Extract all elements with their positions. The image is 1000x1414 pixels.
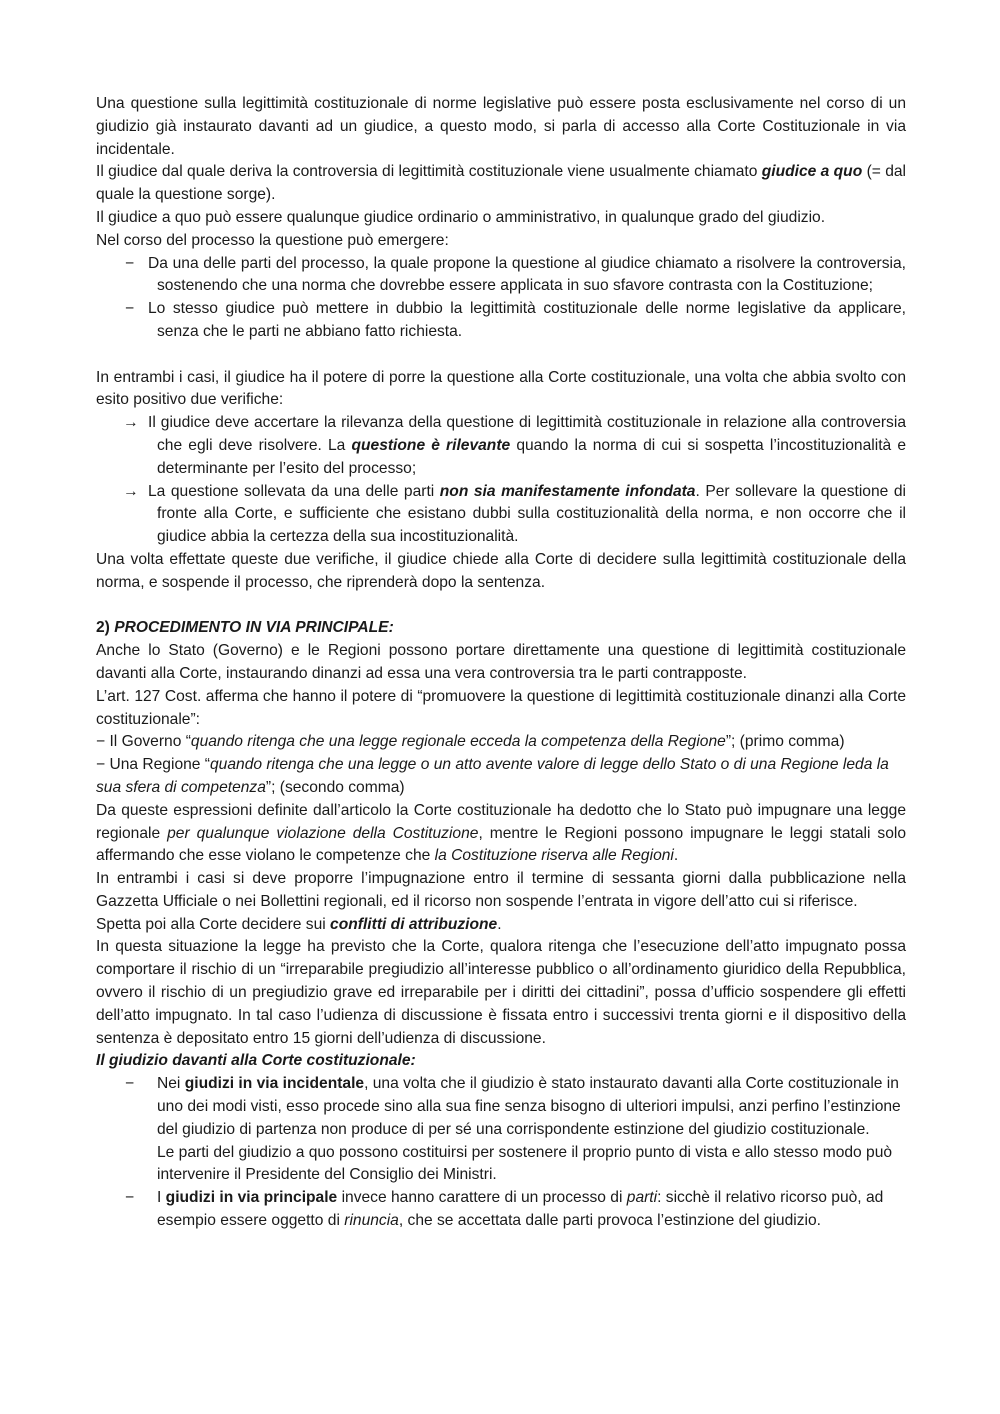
text-run: , mentre le Regioni possono impugnare le leggi statali solo affermando che esse violano le competenze che xyxy=(96,824,907,865)
text-run: , che se accettata dalle parti provoca l’estinzione del giudizio. xyxy=(398,1212,822,1230)
list-item-text xyxy=(157,1187,906,1233)
emphasis: la Costituzione riserva alle Regioni xyxy=(434,847,674,865)
term-giudice-a-quo: giudice a quo xyxy=(761,163,863,181)
text-run: . xyxy=(673,847,679,865)
spacer xyxy=(96,344,906,367)
text-run: Nei xyxy=(157,1075,185,1093)
spacer xyxy=(96,595,906,618)
paragraph-conflicts xyxy=(96,914,906,937)
paragraph-giudice-types: Il giudice a quo può essere qualunque giudice ordinario o amministrativo, in qualunque grado del giudizio. xyxy=(96,208,826,226)
list-question-sources xyxy=(96,253,906,344)
paragraph-sixty-days: In entrambi i casi si deve proporre l’impugnazione entro il termine di sessanta giorni dalla pubblicazione nella Gazzetta Ufficiale o nei Bollettini regionali, ed il ricorso non sospende l’entrata in vigore dell’atto cui si riferisce. xyxy=(96,870,906,910)
paragraph-state-regions: Anche lo Stato (Governo) e le Regioni possono portare direttamente una questione di legittimità costituzionale davanti alla Corte, instaurando dinanzi ad essa una vera controversia tra le parti contrapposte. xyxy=(96,642,906,682)
text-run: . xyxy=(497,915,502,933)
term-giudizi-in-via-incidentale: giudizi in via incidentale xyxy=(184,1075,365,1093)
text-run: : sicchè il relativo ricorso può, ad esempio essere oggetto di xyxy=(157,1189,884,1230)
text-run: La questione sollevata da una delle parti xyxy=(148,482,440,500)
list-item xyxy=(96,298,906,344)
paragraph-giudice-a-quo xyxy=(96,161,906,207)
paragraph-regione xyxy=(96,754,906,800)
emphasis: rinuncia xyxy=(344,1212,399,1230)
paragraph-list-intro: Nel corso del processo la questione può emergere: xyxy=(96,231,449,249)
text-run: Spetta poi alla Corte decidere sui xyxy=(96,915,331,933)
text-run: Da queste espressioni definite dall’articolo la Corte costituzionale ha dedotto che lo Stato può impugnare una legge regionale xyxy=(96,801,906,842)
term-non-manifestamente-infondata: non sia manifestamente infondata xyxy=(439,482,696,500)
paragraph-two-checks: In entrambi i casi, il giudice ha il potere di porre la questione alla Corte costituzionale, una volta che abbia svolto con esito positivo due verifiche: xyxy=(96,368,906,409)
paragraph-governo xyxy=(96,731,906,754)
text-run: , una volta che il giudizio è stato instaurato davanti alla Corte costituzionale in uno dei modi visti, esso procede sino alla sua fine senza bisogno di ulteriori impulsi, anzi perfino l’estinzione del giudizio di partenza non produce di per sé una corrispondente estinzione del giudizio costituzionale. xyxy=(157,1075,901,1138)
list-item xyxy=(96,1073,906,1187)
text-run: I xyxy=(157,1189,166,1207)
paragraph-suspension-effects: In questa situazione la legge ha previsto che la Corte, qualora ritenga che l’esecuzione dell’atto impugnato possa comportare il rischio di un “irreparabile pregiudizio all’interesse pubblico o all’ordinamento giuridico della Repubblica, ovvero il rischio di un pregiudizio grave ed irreparabile per i diritti dei cittadini”, possa d’ufficio sospendere gli effetti dell’atto impugnato. In tal caso l’udienza di discussione è fissata entro i successivi trenta giorni e il dispositivo della sentenza è depositato entro 15 giorni dell’udienza di discussione. xyxy=(96,938,906,1047)
arrow-icon: → xyxy=(123,414,139,432)
text-run: Il giudice dal quale deriva la controversia di legittimità costituzionale viene usualmente chiamato xyxy=(96,163,762,181)
subsection-heading: Il giudizio davanti alla Corte costituzionale: xyxy=(96,1052,416,1070)
term-conflitti-di-attribuzione: conflitti di attribuzione xyxy=(330,915,498,933)
emphasis: parti xyxy=(626,1189,658,1207)
text-run: (= dal quale la questione sorge). xyxy=(96,163,907,204)
list-verifications xyxy=(96,412,906,549)
list-item xyxy=(96,481,906,549)
section-number: 2) xyxy=(96,619,115,637)
quote: quando ritenga che una legge o un atto avente valore di legge dello Stato o di una Regione leda la sua sfera di competenza xyxy=(96,756,889,796)
dash-marker: − xyxy=(125,1189,135,1207)
dash-marker: − xyxy=(125,300,135,318)
section-heading xyxy=(96,617,906,640)
text-run: Il giudice deve accertare la rilevanza della questione di legittimità costituzionale in relazione alla controversia che egli deve risolvere. La xyxy=(148,414,906,454)
list-item-text xyxy=(157,1073,906,1141)
term-giudizi-in-via-principale: giudizi in via principale xyxy=(165,1189,338,1207)
paragraph-deductions xyxy=(96,800,906,868)
paragraph-art-127: L’art. 127 Cost. afferma che hanno il potere di “promuovere la questione di legittimità costituzionale dinanzi alla Corte costituzionale”: xyxy=(96,687,906,728)
list-item-text: Le parti del giudizio a quo possono costituirsi per sostenere il proprio punto di vista e allo stesso modo può intervenire il Presidente del Consiglio dei Ministri. xyxy=(157,1143,893,1184)
paragraph-incidental-access: Una questione sulla legittimità costituzionale di norme legislative può essere posta esclusivamente nel corso di un giudizio già instaurato davanti ad un giudice, a questo modo, si parla di accesso alla Corte Costituzionale in via incidentale. xyxy=(96,95,906,158)
list-item xyxy=(96,253,906,299)
dash-marker: − xyxy=(125,1075,135,1093)
list-judgment-types xyxy=(96,1073,906,1233)
paragraph-suspension: Una volta effettate queste due verifiche, il giudice chiede alla Corte di decidere sulla legittimità costituzionale della norma, e sospende il processo, che riprenderà dopo la sentenza. xyxy=(96,550,906,591)
emphasis: per qualunque violazione della Costituzione xyxy=(167,824,479,842)
text-run: ”; (primo comma) xyxy=(725,733,845,751)
dash-marker: − xyxy=(125,254,135,272)
text-run: ”; (secondo comma) xyxy=(265,778,405,796)
arrow-icon: → xyxy=(123,482,139,500)
document-page xyxy=(96,93,906,1233)
text-run: − Una Regione “ xyxy=(96,756,210,774)
list-item-text: Da una delle parti del processo, la quale propone la questione al giudice chiamato a risolvere la controversia, sostenendo che una norma che dovrebbe essere applicata in suo sfavore contrasta con la Costituzione; xyxy=(148,254,906,295)
quote: quando ritenga che una legge regionale ecceda la competenza della Regione xyxy=(190,733,726,751)
list-item xyxy=(96,1187,906,1233)
text-run: − Il Governo “ xyxy=(96,733,191,751)
list-item xyxy=(96,412,906,480)
text-run: invece hanno carattere di un processo di xyxy=(337,1189,627,1207)
section-title: PROCEDIMENTO IN VIA PRINCIPALE: xyxy=(114,619,394,637)
text-run: . Per sollevare la questione di fronte alla Corte, e sufficiente che esistano dubbi sulla costituzionalità della norma, e non occorre che il giudice abbia la certezza della sua incostituzionalità. xyxy=(157,482,906,546)
term-questione-rilevante: questione è rilevante xyxy=(351,436,511,454)
text-run: quando la norma di cui si sospetta l’incostituzionalità e determinante per l’esito del processo; xyxy=(157,436,906,477)
list-item-text: Lo stesso giudice può mettere in dubbio la legittimità costituzionale delle norme legislative da applicare, senza che le parti ne abbiano fatto richiesta. xyxy=(148,300,906,340)
